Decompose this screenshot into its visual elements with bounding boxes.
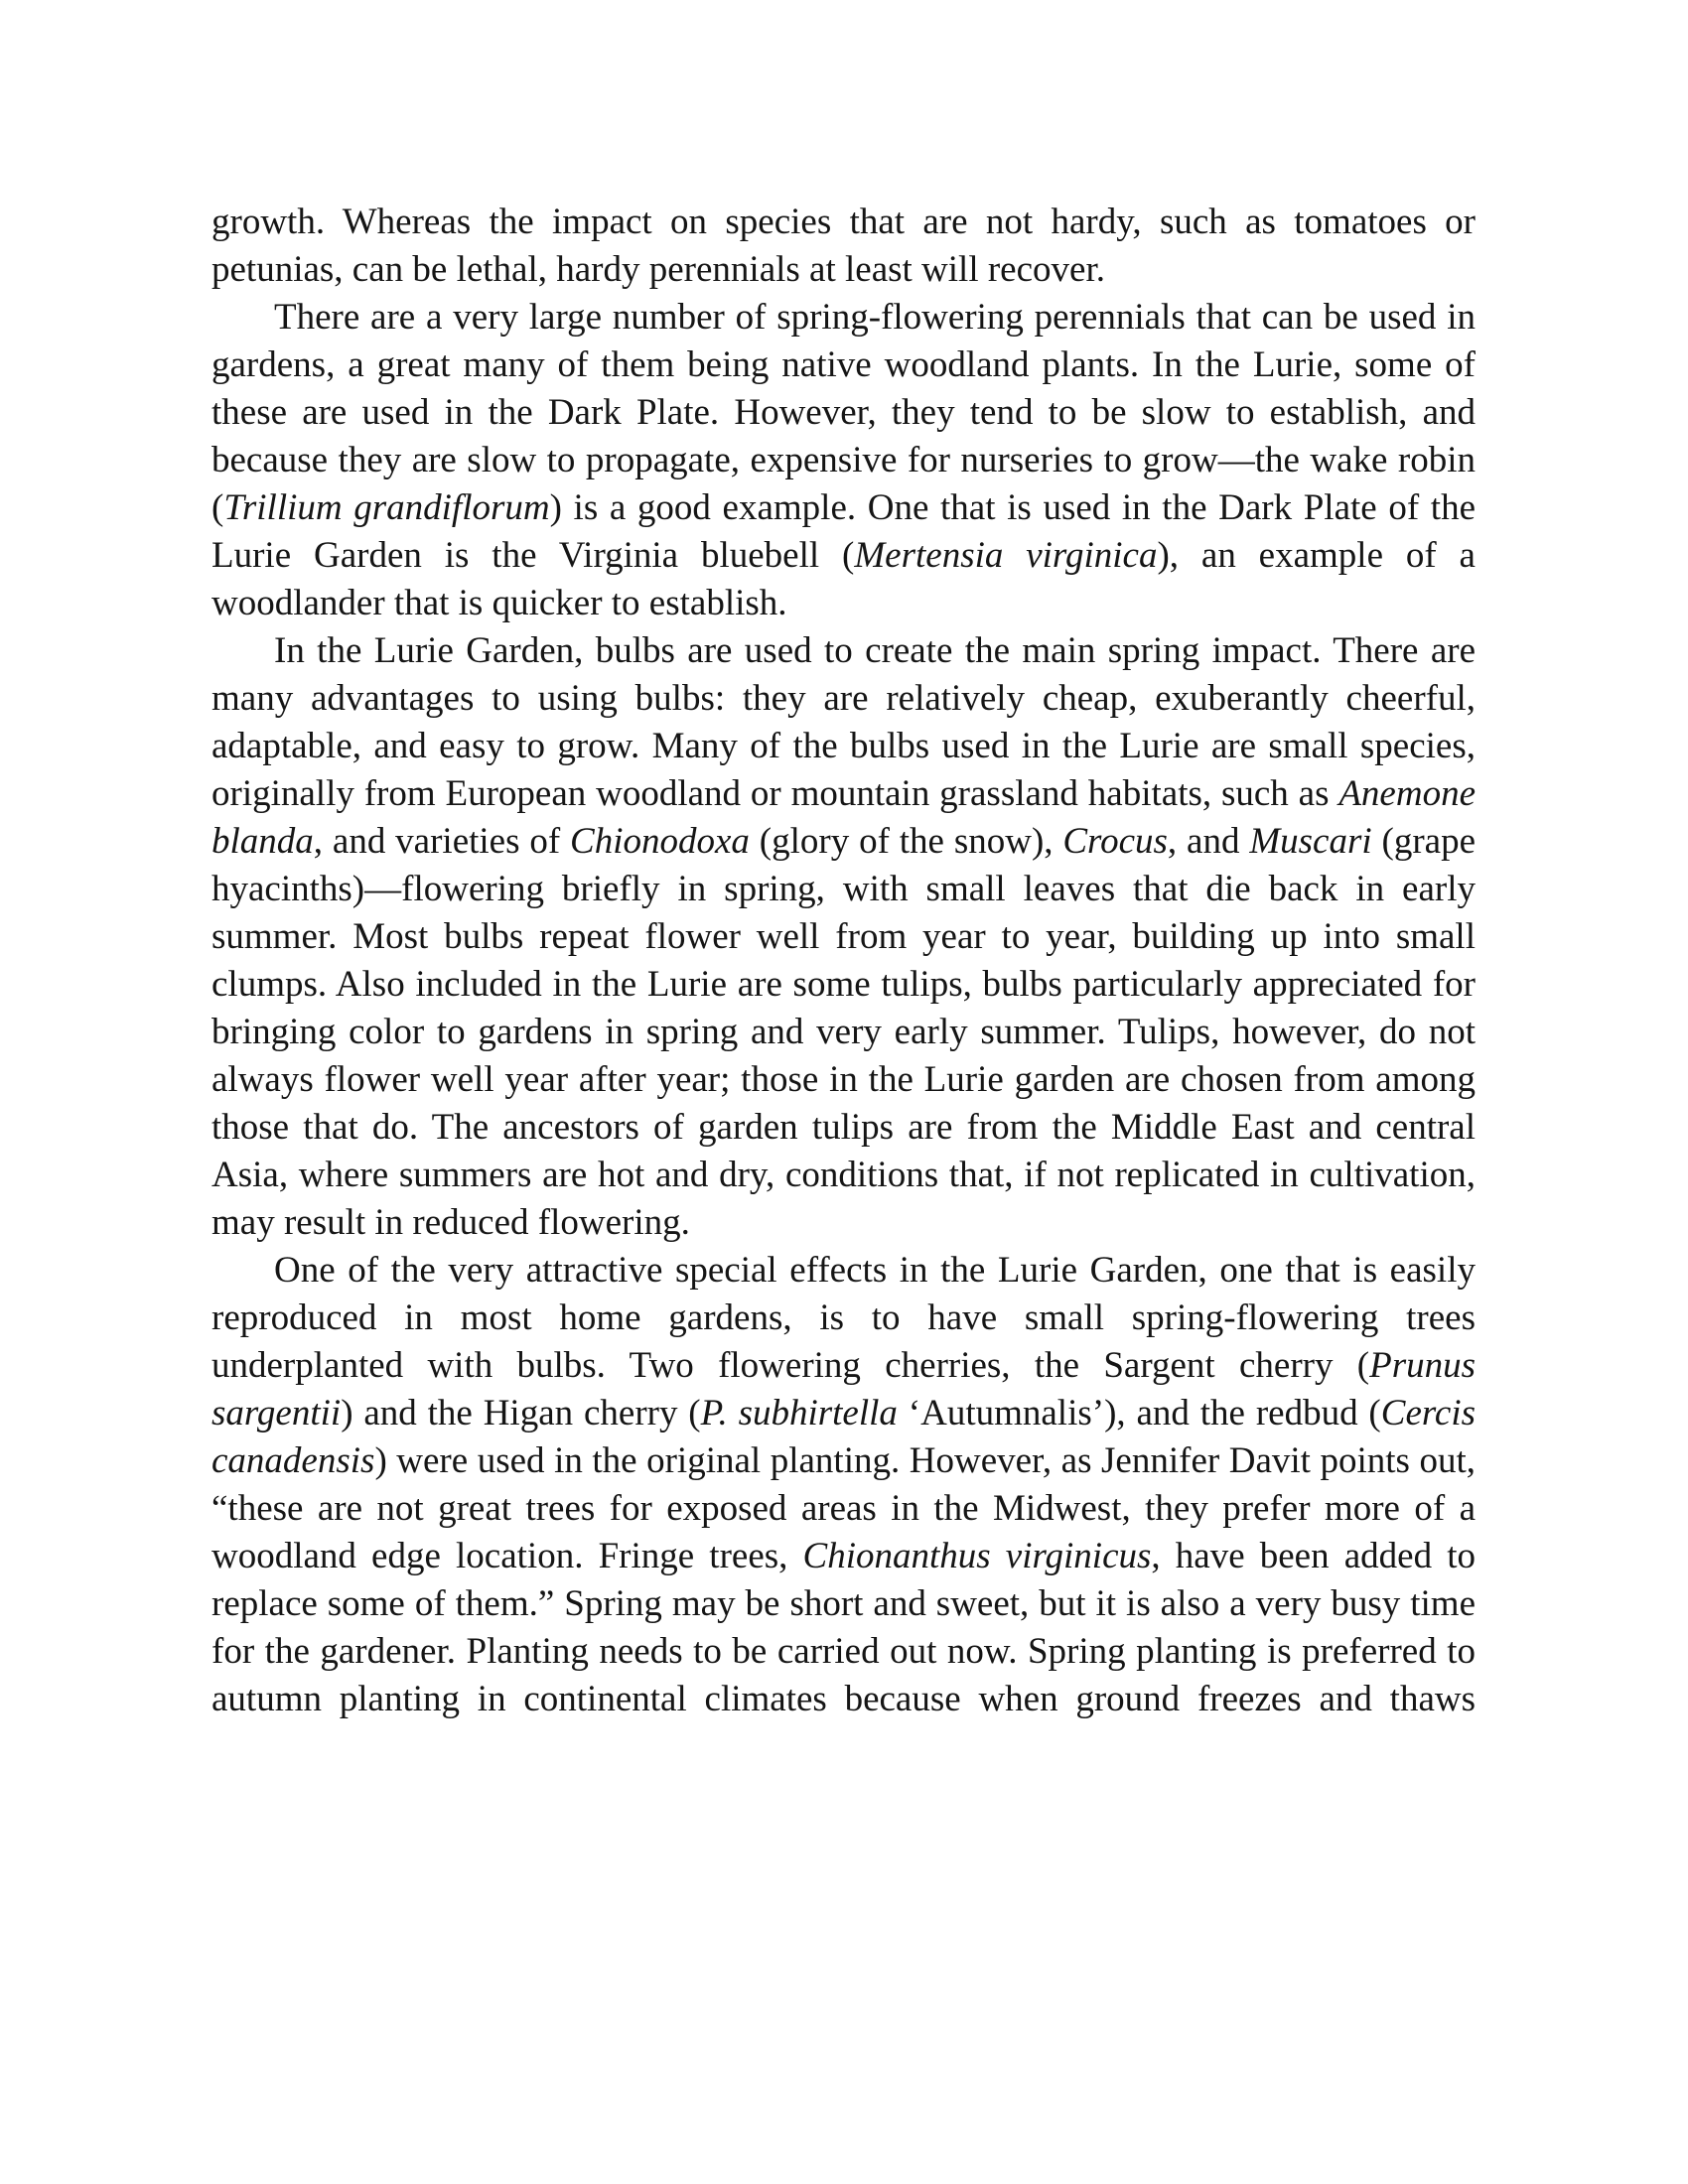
paragraph-text: growth. Whereas the impact on species that are not hardy, such as tomatoes or petunias, can be lethal, hardy perennials at least will recover. — [211, 202, 1476, 290]
paragraph-text: (glory of the snow), — [749, 821, 1063, 862]
species-name: Prunus sargentii — [211, 1345, 1476, 1433]
species-name: Chionodoxa — [570, 821, 750, 862]
species-name: P. subhirtella — [700, 1393, 898, 1433]
paragraph-text: , and varieties of — [313, 821, 571, 862]
body-paragraph-1 — [211, 199, 1476, 294]
paragraph-text: ) were used in the original planting. However, as Jennifer Davit points out, “these are not great trees for exposed areas in the Midwest, they prefer more of a woodland edge location. Fringe trees, — [211, 1440, 1476, 1576]
species-name: Chionanthus virginicus — [802, 1536, 1152, 1576]
body-paragraph-3 — [211, 627, 1476, 1247]
paragraph-text: ), an example of a woodlander that is quicker to establish. — [211, 535, 1476, 623]
paragraph-text: , have been added to replace some of them.” Spring may be short and sweet, but it is also a very busy time for the gardener. Planting needs to be carried out now. Spring planting is preferred to autumn planting in continental climates because when ground freezes and thaws — [211, 1536, 1476, 1719]
paragraph-text: ) and the Higan cherry ( — [341, 1393, 701, 1433]
body-paragraph-4 — [211, 1247, 1476, 1723]
species-name: Trillium grandiflorum — [223, 487, 550, 528]
paragraph-text: ) is a good example. One that is used in the Dark Plate of the Lurie Garden is the Virginia bluebell ( — [211, 487, 1476, 576]
paragraph-text: (grape hyacinths)—flowering briefly in spring, with small leaves that die back in early summer. Most bulbs repeat flower well from year to year, building up into small clumps. Also included in the Lurie are some tulips, bulbs particularly appreciated for bringing color to gardens in spring and very early summer. Tulips, however, do not always flower well year after year; those in the Lurie garden are chosen from among those that do. The ancestors of garden tulips are from the Middle East and central Asia, where summers are hot and dry, conditions that, if not replicated in cultivation, may result in reduced flowering. — [211, 821, 1476, 1243]
species-name: Anemone blanda — [211, 773, 1476, 862]
species-name: Mertensia virginica — [854, 535, 1158, 576]
paragraph-text: There are a very large number of spring-flowering perennials that can be used in gardens, a great many of them being native woodland plants. In the Lurie, some of these are used in the Dark Plate. However, they tend to be slow to establish, and because they are slow to propagate, expensive for nurseries to grow—the wake robin ( — [211, 297, 1476, 528]
paragraph-text: One of the very attractive special effects in the Lurie Garden, one that is easily reproduced in most home gardens, is to have small spring-flowering trees underplanted with bulbs. Two flowering cherries, the Sargent cherry ( — [211, 1250, 1476, 1386]
species-name: Muscari — [1249, 821, 1372, 862]
species-name: Crocus — [1062, 821, 1168, 862]
book-page-body — [211, 199, 1476, 1723]
paragraph-text: In the Lurie Garden, bulbs are used to create the main spring impact. There are many advantages to using bulbs: they are relatively cheap, exuberantly cheerful, adaptable, and easy to grow. Many of the bulbs used in the Lurie are small species, originally from European woodland or mountain grassland habitats, such as — [211, 630, 1476, 814]
paragraph-text: , and — [1167, 821, 1250, 862]
paragraph-text: ‘Autumnalis’), and the redbud ( — [897, 1393, 1381, 1433]
body-paragraph-2 — [211, 294, 1476, 627]
species-name: Cercis canadensis — [211, 1393, 1476, 1481]
